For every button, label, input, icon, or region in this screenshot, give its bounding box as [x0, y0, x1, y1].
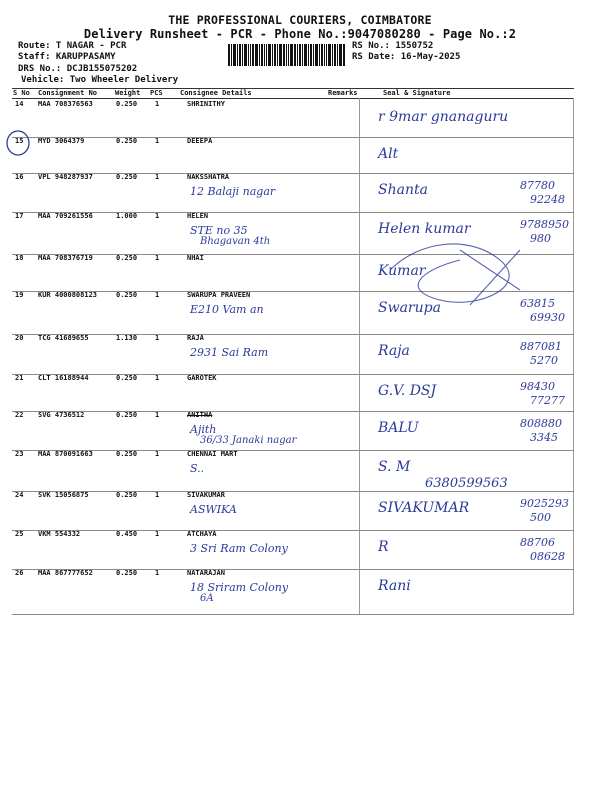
row-weight: 0.250 — [116, 100, 138, 108]
row-consignee-name: NAKSSHATRA — [187, 173, 230, 181]
row-sno: 26 — [15, 569, 24, 577]
staff-label: Staff: KARUPPASAMY — [18, 52, 116, 62]
remarks-divider — [359, 98, 360, 614]
row-weight: 1.130 — [116, 334, 138, 342]
row-consignee-name: SIVAKUMAR — [187, 491, 225, 499]
row-divider — [12, 137, 574, 138]
row-consignment-no: MAA 708376563 — [38, 100, 93, 108]
row-weight: 0.250 — [116, 254, 138, 262]
row-handwritten-address-line2: 36/33 Janaki nagar — [200, 435, 297, 446]
vehicle-label: Vehicle: Two Wheeler Delivery — [21, 75, 179, 85]
row-consignment-no: TCG 41689655 — [38, 334, 89, 342]
row-consignee-name: NATARAJAN — [187, 569, 225, 577]
row-handwritten-phone-line2: 08628 — [530, 550, 565, 563]
row-handwritten-address: E210 Vam an — [190, 303, 264, 316]
row-consignment-no: MAA 870091663 — [38, 450, 93, 458]
col-header-consignee: Consignee Details — [180, 89, 252, 97]
row-handwritten-address: 2931 Sai Ram — [190, 346, 269, 359]
row-handwritten-address-line2: 6A — [200, 593, 214, 604]
row-pcs: 1 — [155, 100, 160, 108]
row-sno: 20 — [15, 334, 24, 342]
row-pcs: 1 — [155, 374, 160, 382]
row-handwritten-phone: 6380599563 — [425, 476, 508, 491]
row-consignee-name: CHENNAI MART — [187, 450, 238, 458]
row-consignment-no: MYD 3064379 — [38, 137, 85, 145]
row-consignment-no: VKM 554332 — [38, 530, 81, 538]
row-handwritten-phone: 88706 — [520, 536, 555, 549]
row-divider — [12, 334, 574, 335]
row-pcs: 1 — [155, 491, 160, 499]
row-handwritten-phone: 63815 — [520, 297, 555, 310]
row-consignee-name: ATCHAYA — [187, 530, 217, 538]
row-handwritten-address: S.. — [190, 462, 205, 475]
row-weight: 0.250 — [116, 411, 138, 419]
row-handwritten-address: 3 Sri Ram Colony — [190, 542, 288, 555]
row-consignee-name: NHAI — [187, 254, 204, 262]
row-handwritten-signature: SIVAKUMAR — [378, 500, 470, 516]
table-header-rule — [12, 98, 574, 99]
row-handwritten-signature: Swarupa — [378, 300, 441, 316]
row-handwritten-signature: S. M — [378, 459, 411, 475]
row-consignment-no: MAA 709261556 — [38, 212, 93, 220]
row-handwritten-phone: 98430 — [520, 380, 555, 393]
row-consignee-name: HELEN — [187, 212, 209, 220]
row-pcs: 1 — [155, 137, 160, 145]
col-header-consignment: Consignment No — [38, 89, 98, 97]
row-consignment-no: SVG 4736512 — [38, 411, 85, 419]
row-handwritten-phone: 9788950 — [520, 218, 569, 231]
row-handwritten-signature: Rani — [378, 578, 411, 594]
row-handwritten-signature: Helen kumar — [378, 221, 471, 237]
row-handwritten-phone-line2: 500 — [530, 511, 551, 524]
row-weight: 0.250 — [116, 374, 138, 382]
route-label: Route: T NAGAR - PCR — [18, 41, 127, 51]
row-handwritten-phone: 887081 — [520, 340, 562, 353]
row-handwritten-signature: Alt — [378, 146, 399, 162]
row-consignment-no: KUR 4000808123 — [38, 291, 98, 299]
row-handwritten-phone-line2: 69930 — [530, 311, 565, 324]
col-header-seal: Seal & Signature — [383, 89, 451, 97]
row-consignee-name: RAJA — [187, 334, 204, 342]
runsheet-subtitle: Delivery Runsheet - PCR - Phone No.:9047080280 - Page No.:2 — [83, 27, 517, 41]
row-consignee-name: SHRINITHY — [187, 100, 225, 108]
signature-scribble-mark — [360, 230, 572, 320]
row-handwritten-address: Ajith — [190, 423, 217, 436]
row-weight: 0.250 — [116, 569, 138, 577]
row-handwritten-address-line2: Bhagavan 4th — [200, 236, 271, 247]
row-pcs: 1 — [155, 450, 160, 458]
row-weight: 0.250 — [116, 173, 138, 181]
row-handwritten-phone-line2: 3345 — [530, 431, 558, 444]
row-pcs: 1 — [155, 411, 160, 419]
col-header-weight: Weight — [115, 89, 141, 97]
row-pcs: 1 — [155, 569, 160, 577]
row-handwritten-phone: 808880 — [520, 417, 562, 430]
row-consignee-name: GAROTEK — [187, 374, 217, 382]
row-handwritten-signature: BALU — [378, 420, 419, 436]
handwritten-circle-mark — [4, 128, 32, 158]
row-handwritten-signature: Kumar — [378, 263, 426, 279]
row-handwritten-phone-line2: 92248 — [530, 193, 565, 206]
row-consignment-no: VPL 948287937 — [38, 173, 93, 181]
row-divider — [12, 530, 574, 531]
col-header-remarks: Remarks — [328, 89, 358, 97]
row-divider — [12, 450, 574, 451]
row-handwritten-phone-line2: 5270 — [530, 354, 558, 367]
row-sno: 24 — [15, 491, 24, 499]
row-pcs: 1 — [155, 530, 160, 538]
row-sno: 18 — [15, 254, 24, 262]
row-divider — [12, 374, 574, 375]
row-sno: 19 — [15, 291, 24, 299]
row-weight: 0.250 — [116, 137, 138, 145]
row-handwritten-signature: R — [378, 539, 389, 555]
row-handwritten-phone-line2: 77277 — [530, 394, 565, 407]
row-divider — [12, 411, 574, 412]
row-divider — [12, 173, 574, 174]
row-pcs: 1 — [155, 334, 160, 342]
row-sno: 16 — [15, 173, 24, 181]
row-divider — [12, 614, 574, 615]
drs-number: DRS No.: DCJB155075202 — [18, 64, 138, 74]
rs-number: RS No.: 1550752 — [352, 41, 434, 51]
row-weight: 0.250 — [116, 491, 138, 499]
right-border — [573, 98, 574, 614]
row-weight: 0.250 — [116, 450, 138, 458]
row-pcs: 1 — [155, 291, 160, 299]
row-sno: 22 — [15, 411, 24, 419]
row-weight: 1.000 — [116, 212, 138, 220]
row-handwritten-address: ASWIKA — [190, 503, 237, 516]
row-handwritten-phone: 9025293 — [520, 497, 569, 510]
row-pcs: 1 — [155, 212, 160, 220]
row-consignee-name: DEEEPA — [187, 137, 213, 145]
row-consignee-name: ANITHA — [187, 411, 213, 419]
company-title: THE PROFESSIONAL COURIERS, COIMBATORE — [168, 13, 432, 27]
row-sno: 21 — [15, 374, 24, 382]
row-handwritten-signature: Raja — [378, 343, 410, 359]
row-sno: 14 — [15, 100, 24, 108]
row-handwritten-signature: r 9mar gnanaguru — [378, 109, 509, 125]
col-header-pcs: PCS — [150, 89, 163, 97]
row-handwritten-address: 18 Sriram Colony — [190, 581, 289, 594]
row-consignment-no: MAA 708376719 — [38, 254, 93, 262]
row-pcs: 1 — [155, 254, 160, 262]
row-divider — [12, 569, 574, 570]
row-pcs: 1 — [155, 173, 160, 181]
row-sno: 23 — [15, 450, 24, 458]
row-handwritten-phone: 87780 — [520, 179, 555, 192]
row-divider — [12, 491, 574, 492]
row-divider — [12, 212, 574, 213]
row-handwritten-address: STE no 35 — [190, 224, 248, 237]
row-handwritten-signature: Shanta — [378, 182, 428, 198]
row-handwritten-phone-line2: 980 — [530, 232, 551, 245]
row-sno: 17 — [15, 212, 24, 220]
row-consignment-no: CLT 16188944 — [38, 374, 89, 382]
col-header-sno: S No — [13, 89, 30, 97]
row-handwritten-address: 12 Balaji nagar — [190, 185, 276, 198]
row-weight: 0.250 — [116, 291, 138, 299]
row-sno: 15 — [15, 137, 24, 145]
row-consignment-no: MAA 867777652 — [38, 569, 93, 577]
barcode-image — [228, 44, 345, 66]
row-handwritten-signature: G.V. DSJ — [378, 383, 437, 399]
row-weight: 0.450 — [116, 530, 138, 538]
row-sno: 25 — [15, 530, 24, 538]
rs-date: RS Date: 16-May-2025 — [352, 52, 461, 62]
row-consignee-name: SWARUPA PRAVEEN — [187, 291, 251, 299]
row-consignment-no: SVK 15056875 — [38, 491, 89, 499]
